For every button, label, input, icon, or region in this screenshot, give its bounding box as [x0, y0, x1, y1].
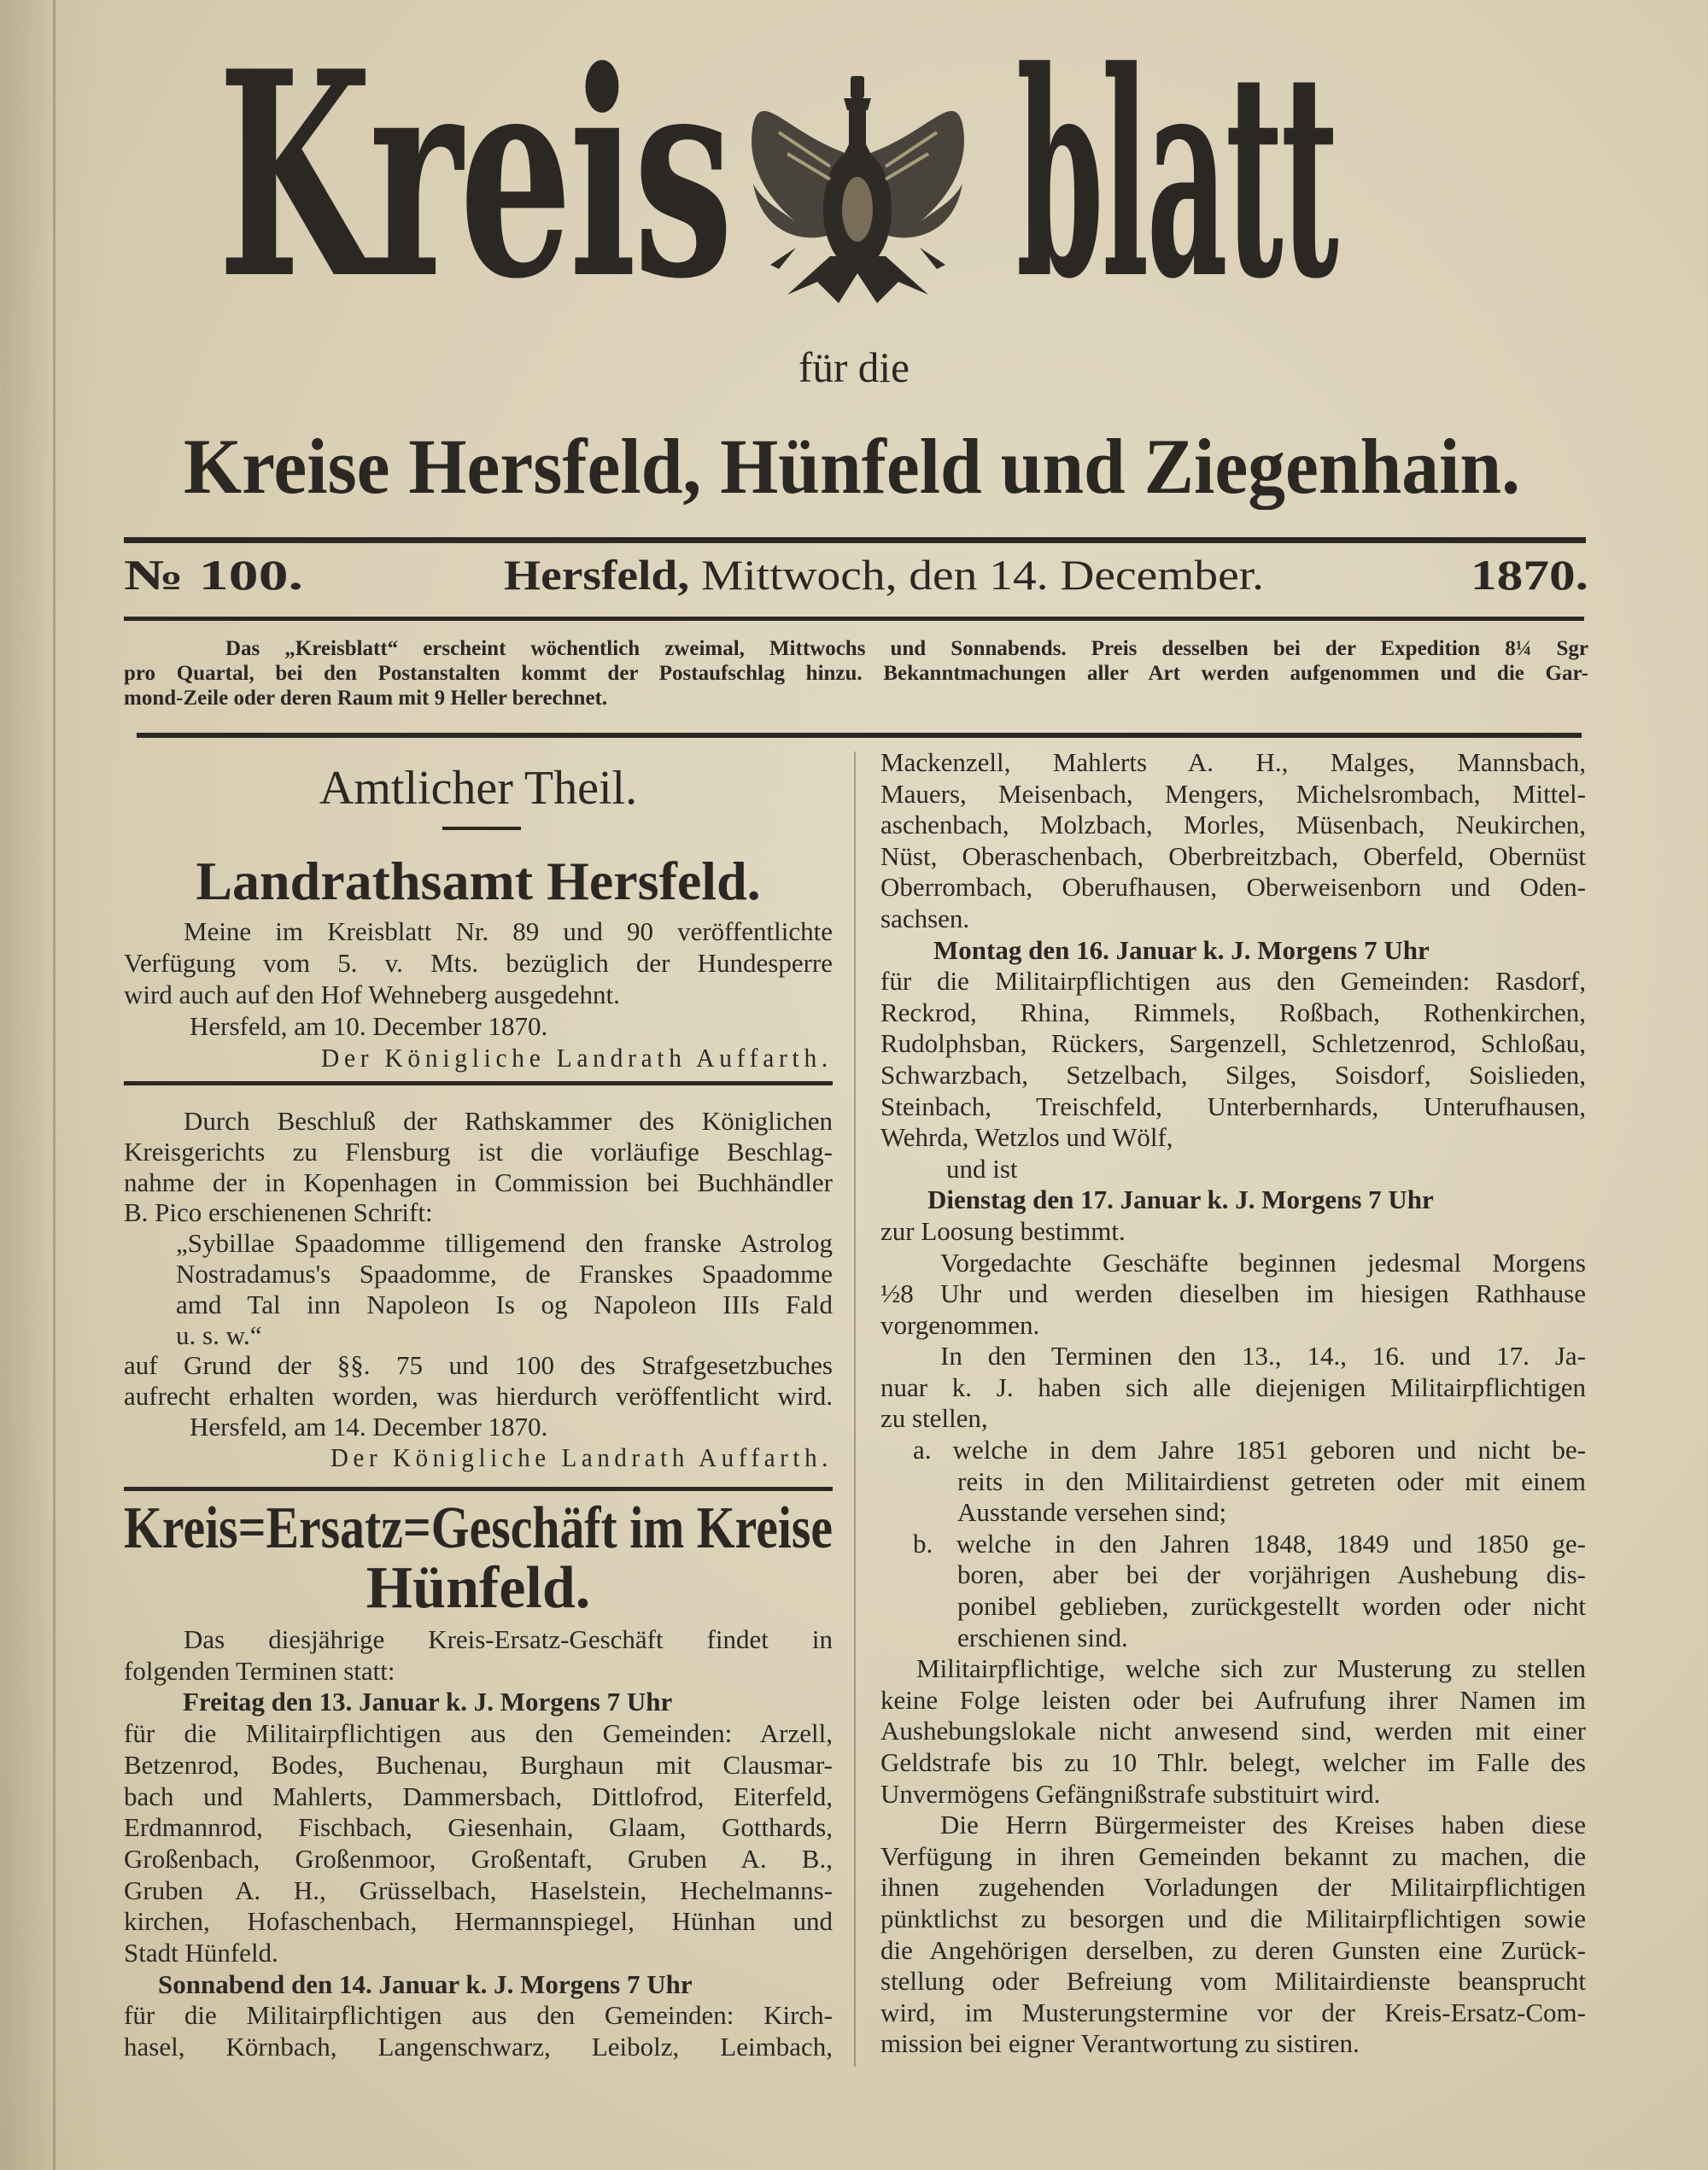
text-line-content: Kreisgerichts zu Flensburg ist die vorläufige Beschlag-: [124, 1136, 833, 1167]
text-line: [880, 1122, 1586, 1154]
text-line: [880, 1904, 1586, 1935]
text-line: [880, 1403, 1586, 1435]
masthead-title-left: Kreis: [218, 9, 730, 341]
text-line: [880, 1747, 1586, 1779]
notice-place-date: [124, 1010, 833, 1042]
text-line: [880, 1154, 1586, 1185]
text-line-content: Rudolphsban, Rückers, Sargenzell, Schletzenrod, Schloßau,: [880, 1028, 1586, 1059]
right-column: [880, 747, 1586, 2060]
masthead-rule: [124, 537, 1586, 543]
text-line: [880, 935, 1586, 967]
text-line-content: In den Terminen den 13., 14., 16. und 17. Ja-: [940, 1341, 1586, 1372]
masthead-subtitle-small: für die: [798, 343, 910, 391]
section-title-rule: [442, 827, 521, 830]
notice-confiscation: [124, 1106, 833, 1473]
text-line: [124, 1656, 833, 1687]
paper-fold: [53, 0, 56, 2170]
text-line: [124, 1812, 833, 1844]
text-line-content: Nüst, Oberaschenbach, Oberbreitzbach, Oberfeld, Obernüst: [880, 840, 1586, 871]
text-line-content: Meine im Kreisblatt Nr. 89 und 90 veröffentlichte: [184, 916, 833, 946]
text-line-content: folgenden Terminen statt:: [124, 1655, 395, 1686]
text-line: [880, 1184, 1586, 1216]
schedule-places: [880, 966, 1586, 1154]
text-line: [880, 1559, 1586, 1591]
paragraph-mayors: [880, 1810, 1586, 2060]
notice-paragraph: [124, 636, 1588, 711]
section-title: Amtlicher Theil.: [319, 762, 638, 815]
text-line-content: und ist: [946, 1153, 1018, 1184]
text-line: [880, 1278, 1586, 1310]
text-line-content: Erdmannrod, Fischbach, Giesenhain, Glaam, Gotthards,: [124, 1812, 833, 1843]
text-line-content: Freitag den 13. Januar k. J. Morgens 7 Uhr: [183, 1687, 673, 1717]
text-line: [124, 1969, 833, 2001]
text-line-content: für die Militairpflichtigen aus den Gemeinden: Rasdorf,: [880, 966, 1586, 997]
text-line: [880, 810, 1586, 841]
text-line: [880, 997, 1586, 1029]
notice-body: [124, 1106, 833, 1228]
text-line-content: Hersfeld, am 14. December 1870.: [190, 1411, 548, 1442]
text-line-content: ihnen zugehenden Vorladungen der Militairpflichtigen: [880, 1872, 1586, 1903]
text-line: [124, 1350, 833, 1381]
notice-body: [124, 915, 833, 1010]
text-line-content: pünktlichst zu besorgen und die Militairpflichtigen sowie: [880, 1903, 1586, 1933]
text-line: [880, 1966, 1586, 1997]
ersatz-title-line1: Kreis=Ersatz=Geschäft im Kreise: [124, 1495, 833, 1561]
text-line: [880, 1872, 1586, 1904]
notice-dog-ban: [124, 915, 833, 1073]
text-line: [124, 661, 1588, 686]
text-line-content: Die Herrn Bürgermeister des Kreises haben diese: [940, 1810, 1586, 1840]
text-line-content: zur Loosung bestimmt.: [880, 1215, 1126, 1246]
dateline-date: Mittwoch, den 14. December.: [700, 551, 1264, 599]
text-line: [124, 1938, 833, 1969]
column-divider: [854, 752, 856, 2067]
loosung-line: [880, 1216, 1586, 1248]
text-line-content: Betzenrod, Bodes, Buchenau, Burghaun mit Clausmar-: [124, 1749, 833, 1780]
text-line: [880, 1466, 1586, 1498]
text-line: [124, 2032, 833, 2063]
paragraph-penalty: [880, 1653, 1586, 1810]
text-line-content: wird, im Musterungstermine vor der Kreis-Ersatz-Com-: [880, 1997, 1586, 2027]
text-line: [880, 1372, 1586, 1404]
text-line-content: mond-Zeile oder deren Raum mit 9 Heller berechnet.: [124, 687, 608, 710]
text-line: [880, 1529, 1586, 1560]
text-line-content: die Angehörigen derselben, zu deren Gunsten eine Zurück-: [880, 1934, 1586, 1965]
text-line: [124, 1197, 833, 1228]
text-line: [880, 1060, 1586, 1091]
notice-body-2: [124, 1350, 833, 1412]
text-line: [880, 1653, 1586, 1685]
text-line: [124, 915, 833, 947]
text-line-content: wird auch auf den Hof Wehneberg ausgedehnt.: [124, 980, 620, 1009]
text-line: [880, 1685, 1586, 1717]
text-line: [880, 1935, 1586, 1967]
paragraph-begin: [880, 1248, 1586, 1342]
text-line: [124, 1844, 833, 1875]
text-line-content: mission bei eigner Verantwortung zu sistiren.: [880, 2028, 1360, 2059]
left-rule-1: [124, 1081, 833, 1085]
text-line-content: a. welche in dem Jahre 1851 geboren und nicht be-: [913, 1435, 1586, 1465]
text-line-content: Durch Beschluß der Rathskammer des Königlichen: [184, 1106, 833, 1136]
text-line-content: nahme der in Kopenhagen in Commission bei Buchhändler: [124, 1167, 833, 1197]
text-line-content: ponibel geblieben, zurückgestellt worden oder nicht: [957, 1591, 1586, 1622]
schedule-date: [880, 1184, 1586, 1216]
schedule-places: [124, 2000, 833, 2062]
text-line: [880, 1435, 1586, 1466]
text-line: [880, 1091, 1586, 1123]
text-line: [880, 1841, 1586, 1873]
text-line-content: sachsen.: [880, 903, 970, 933]
text-line: [124, 947, 833, 979]
text-line-content: Aushebungslokale nicht anwesend sind, werden mit einer: [880, 1716, 1586, 1746]
text-line-content: b. welche in den Jahren 1848, 1849 und 1850 ge-: [913, 1528, 1586, 1559]
text-line-content: hasel, Körnbach, Langenschwarz, Leibolz, Leimbach,: [124, 2032, 833, 2062]
text-line-content: Geldstrafe bis zu 10 Thlr. belegt, welcher im Falle des: [880, 1747, 1586, 1777]
text-line-content: Wehrda, Wetzlos und Wölf,: [880, 1122, 1173, 1153]
text-line: [880, 872, 1586, 904]
masthead-subtitle: Kreise Hersfeld, Hünfeld und Ziegenhain.: [184, 423, 1520, 510]
ersatz-title-line2: Hünfeld.: [366, 1555, 591, 1621]
text-line: [880, 2028, 1586, 2060]
text-line-content: Nostradamus's Spaadomme, de Franskes Spaadomme: [176, 1258, 833, 1289]
ersatz-intro: [124, 1624, 833, 1687]
text-line: [880, 1779, 1586, 1810]
notice-signature: [124, 1042, 833, 1073]
text-line-content: Vorgedachte Geschäfte beginnen jedesmal Morgens: [940, 1247, 1586, 1278]
subscription-notice: [124, 636, 1588, 711]
text-line: [880, 966, 1586, 997]
text-line-content: nuar k. J. haben sich alle diejenigen Militairpflichtigen: [880, 1372, 1586, 1402]
text-line: [124, 1137, 833, 1167]
text-line-content: „Sybillae Spaadomme tilligemend den franske Astrolog: [176, 1228, 833, 1259]
text-line-content: Hersfeld, am 10. December 1870.: [190, 1011, 548, 1041]
text-line: [124, 1010, 833, 1042]
text-line: [124, 686, 1588, 711]
text-line-content: bach und Mahlerts, Dammersbach, Dittlofrod, Eiterfeld,: [124, 1781, 833, 1811]
text-line-content: Montag den 16. Januar k. J. Morgens 7 Uhr: [933, 934, 1430, 965]
text-line: [880, 779, 1586, 810]
text-line: [880, 1341, 1586, 1372]
text-line: [124, 1687, 833, 1718]
text-line: [124, 1442, 833, 1473]
text-line-content: reits in den Militairdienst getreten oder mit einem: [957, 1465, 1586, 1496]
text-line-content: Das „Kreisblatt“ erscheint wöchentlich zweimal, Mittwochs und Sonnabends. Preis desselben bei der Expedition 8¼ Sgr: [225, 637, 1588, 660]
left-rule-2: [124, 1487, 833, 1491]
text-line-content: Oberrombach, Oberufhausen, Oberweisenborn und Oden-: [880, 872, 1586, 903]
text-line-content: für die Militairpflichtigen aus den Gemeinden: Kirch-: [124, 2000, 833, 2031]
schedule-date: [124, 1969, 833, 2001]
notice-place-date: [124, 1412, 833, 1442]
text-line-content: keine Folge leisten oder bei Aufrufung ihrer Namen im: [880, 1684, 1586, 1715]
notice-signature: [124, 1442, 833, 1473]
text-line: [880, 841, 1586, 873]
text-line: [124, 1381, 833, 1412]
text-line: [124, 1106, 833, 1137]
text-line-content: Reckrod, Rhina, Rimmels, Roßbach, Rothenkirchen,: [880, 997, 1586, 1027]
und-ist: [880, 1154, 1586, 1185]
text-line: [124, 1412, 833, 1442]
text-line: [124, 1167, 833, 1198]
text-line-content: vorgenommen.: [880, 1309, 1040, 1340]
text-line-content: pro Quartal, bei den Postanstalten kommt der Postaufschlag hinzu. Bekanntmachungen aller Art werden aufgenommen und die Gar-: [124, 662, 1588, 685]
prussian-eagle-icon: [736, 73, 980, 307]
dateline-rule: [124, 617, 1584, 621]
header-bottom-rule: [137, 733, 1582, 738]
text-line: [124, 1718, 833, 1750]
text-line-content: stellung oder Befreiung vom Militairdienste beansprucht: [880, 1966, 1586, 1997]
text-line: [880, 747, 1586, 779]
text-line-content: Großenbach, Großenmoor, Großentaft, Gruben A. B.,: [124, 1843, 833, 1874]
text-line: [124, 1320, 833, 1351]
list-item-b: [880, 1529, 1586, 1653]
text-line-content: Militairpflichtige, welche sich zur Musterung zu stellen: [916, 1653, 1586, 1684]
text-line: [124, 1259, 833, 1290]
ersatz-schedule: [124, 1624, 833, 2063]
list-item-a: [880, 1435, 1586, 1529]
text-line-content: Der Königliche Landrath Auffarth.: [321, 1043, 833, 1073]
text-line-content: Mackenzell, Mahlerts A. H., Malges, Mannsbach,: [880, 747, 1586, 777]
office-title: Landrathsamt Hersfeld.: [196, 851, 761, 911]
text-line: [124, 2000, 833, 2032]
masthead-title-right: blatt: [1016, 9, 1337, 341]
text-line-content: Stadt Hünfeld.: [124, 1938, 278, 1968]
text-line-content: Verfügung vom 5. v. Mts. bezüglich der Hundesperre: [124, 948, 833, 978]
text-line-content: Unvermögens Gefängnißstrafe substituirt wird.: [880, 1778, 1381, 1809]
text-line-content: kirchen, Hofaschenbach, Hermannspiegel, Hünhan und: [124, 1906, 833, 1937]
text-line-content: zu stellen,: [880, 1403, 988, 1434]
text-line-content: für die Militairpflichtigen aus den Gemeinden: Arzell,: [124, 1718, 833, 1749]
text-line-content: aschenbach, Molzbach, Morles, Müsenbach, Neukirchen,: [880, 810, 1586, 840]
text-line-content: Das diesjährige Kreis-Ersatz-Geschäft findet in: [184, 1624, 833, 1654]
text-line-content: Schwarzbach, Setzelbach, Silges, Soisdorf, Soislieden,: [880, 1059, 1586, 1090]
text-line: [880, 1497, 1586, 1529]
notice-quote: [124, 1228, 833, 1350]
schedule-date: [880, 935, 1586, 967]
text-line: [124, 1781, 833, 1813]
text-line-content: B. Pico erschienenen Schrift:: [124, 1197, 433, 1228]
text-line-content: Verfügung in ihren Gemeinden bekannt zu machen, die: [880, 1840, 1586, 1871]
text-line: [880, 1997, 1586, 2029]
text-line: [124, 1875, 833, 1907]
text-line: [880, 1810, 1586, 1841]
text-line: [124, 1228, 833, 1259]
dateline-place: Hersfeld,: [504, 551, 690, 599]
text-line: [880, 904, 1586, 935]
schedule-places: [880, 747, 1586, 935]
issue-year: 1870.: [1471, 551, 1588, 599]
text-line-content: Gruben A. H., Grüsselbach, Haselstein, Hechelmanns-: [124, 1875, 833, 1905]
text-line-content: ½8 Uhr und werden dieselben im hiesigen Rathhause: [880, 1278, 1586, 1309]
schedule-places: [124, 1718, 833, 1969]
text-line-content: Ausstande versehen sind;: [957, 1497, 1227, 1528]
text-line: [880, 1028, 1586, 1060]
text-line: [880, 1623, 1586, 1654]
text-line: [124, 1906, 833, 1938]
text-line-content: boren, aber bei der vorjährigen Aushebung dis-: [957, 1559, 1586, 1590]
text-line: [880, 1248, 1586, 1279]
issue-number: № 100.: [124, 551, 303, 599]
text-line: [880, 1716, 1586, 1747]
text-line: [124, 1042, 833, 1073]
text-line-content: Mauers, Meisenbach, Mengers, Michelsrombach, Mittel-: [880, 778, 1586, 809]
schedule-date: [124, 1687, 833, 1718]
text-line: [124, 636, 1588, 661]
paragraph-terms: [880, 1341, 1586, 1435]
text-line-content: erschienen sind.: [957, 1622, 1128, 1652]
text-line: [124, 1290, 833, 1320]
text-line: [124, 1750, 833, 1781]
text-line-content: u. s. w.“: [176, 1319, 262, 1350]
dateline-place-date: [504, 551, 1264, 599]
text-line: [880, 1591, 1586, 1623]
text-line: [124, 979, 833, 1010]
text-line-content: Sonnabend den 14. Januar k. J. Morgens 7 Uhr: [158, 1968, 693, 1999]
text-line-content: Steinbach, Treischfeld, Unterbernhards, Unterufhausen,: [880, 1091, 1586, 1121]
text-line: [880, 1216, 1586, 1248]
text-line-content: auf Grund der §§. 75 und 100 des Strafgesetzbuches: [124, 1350, 833, 1381]
text-line: [880, 1310, 1586, 1342]
text-line: [124, 1624, 833, 1656]
text-line-content: Dienstag den 17. Januar k. J. Morgens 7 Uhr: [927, 1184, 1434, 1215]
text-line-content: amd Tal inn Napoleon Is og Napoleon IIIs Fald: [176, 1289, 833, 1319]
text-line-content: Der Königliche Landrath Auffarth.: [330, 1442, 833, 1472]
text-line-content: aufrecht erhalten worden, was hierdurch veröffentlicht wird.: [124, 1381, 833, 1412]
